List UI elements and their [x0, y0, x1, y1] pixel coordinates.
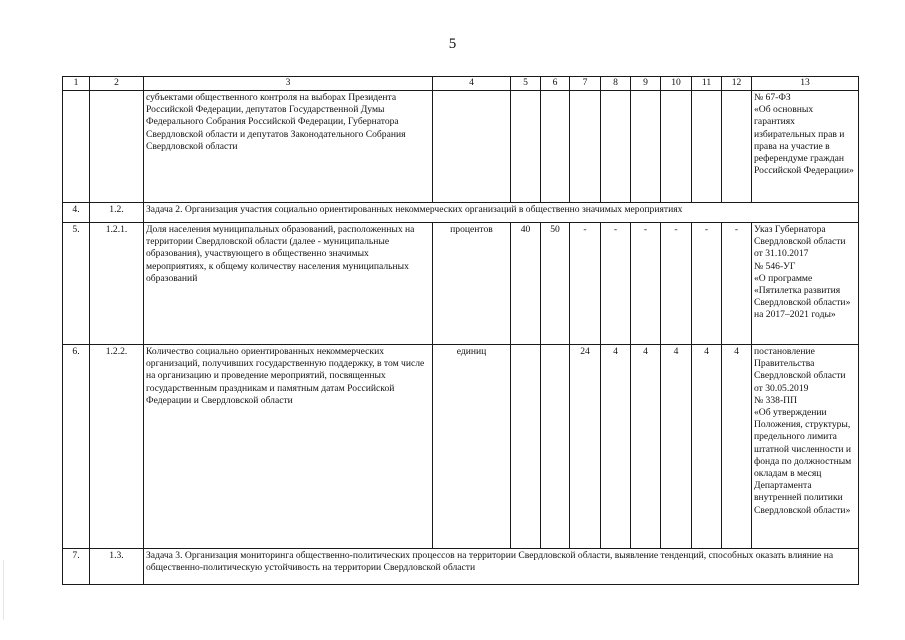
column-number: 13: [752, 77, 859, 91]
value-cell: -: [570, 223, 601, 345]
row-number: 6.: [63, 345, 90, 549]
legal-basis: постановление Правительства Свердловской области от 30.05.2019 № 338-ПП «Об утверждении Положения, структуры, предельного лимита штатной численности и фонда по должностным окладам в месяц Департамента внутренней политики Свердловской области»: [752, 345, 859, 549]
value-cell: -: [692, 223, 722, 345]
row-number: 4.: [63, 203, 90, 223]
value-cell: [541, 91, 570, 203]
legal-basis: № 67-ФЗ «Об основных гарантиях избирательных прав и права на участие в референдуме граждан Российской Федерации»: [752, 91, 859, 203]
table-row: [63, 91, 859, 203]
row-code: 1.2.: [90, 203, 144, 223]
value-cell: [631, 91, 661, 203]
column-number: 12: [722, 77, 752, 91]
column-number: 1: [63, 77, 90, 91]
value-cell: [541, 345, 570, 549]
task-row: [63, 549, 859, 585]
value-cell: [692, 91, 722, 203]
column-number: 11: [692, 77, 722, 91]
value-cell: -: [631, 223, 661, 345]
value-cell: -: [722, 223, 752, 345]
value-cell: -: [661, 223, 692, 345]
value-cell: [511, 345, 541, 549]
value-cell: 4: [692, 345, 722, 549]
column-number: 9: [631, 77, 661, 91]
column-number: 10: [661, 77, 692, 91]
indicator-name: Доля населения муниципальных образований, расположенных на территории Свердловской области (далее - муниципальные образования), участвующего в общественно значимых мероприятиях, к общему количеству населения муниципальных образований: [144, 223, 433, 345]
row-code: [90, 91, 144, 203]
value-cell: 4: [631, 345, 661, 549]
column-number: 4: [433, 77, 511, 91]
page-number: 5: [448, 36, 457, 52]
value-cell: [601, 91, 631, 203]
value-cell: -: [601, 223, 631, 345]
value-cell: 40: [511, 223, 541, 345]
indicators-table: [62, 76, 859, 585]
task-row: [63, 203, 859, 223]
row-number: [63, 91, 90, 203]
indicator-unit: единиц: [433, 345, 511, 549]
value-cell: 24: [570, 345, 601, 549]
value-cell: 4: [601, 345, 631, 549]
table-row: [63, 223, 859, 345]
column-number: 7: [570, 77, 601, 91]
indicator-name: Количество социально ориентированных некоммерческих организаций, получивших государственную поддержку, в том числе на организацию и проведение мероприятий, посвященных государственным праздникам и памятным датам Российской Федерации и Свердловской области: [144, 345, 433, 549]
table-row: [63, 345, 859, 549]
task-title: Задача 2. Организация участия социально ориентированных некоммерческих организаций в общественно значимых мероприятиях: [144, 203, 859, 223]
value-cell: 50: [541, 223, 570, 345]
value-cell: 4: [722, 345, 752, 549]
column-number: 8: [601, 77, 631, 91]
value-cell: 4: [661, 345, 692, 549]
task-title: Задача 3. Организация мониторинга общественно-политических процессов на территории Свердловской области, выявление тенденций, способных оказать влияние на общественно-политическую устойчивость на территории Свердловской области: [144, 549, 859, 585]
column-number: 3: [144, 77, 433, 91]
row-number: 5.: [63, 223, 90, 345]
legal-basis: Указ Губернатора Свердловской области от 31.10.2017 № 546-УГ «О программе «Пятилетка развития Свердловской области» на 2017–2021 годы»: [752, 223, 859, 345]
column-number: 5: [511, 77, 541, 91]
value-cell: [661, 91, 692, 203]
row-code: 1.3.: [90, 549, 144, 585]
column-number-row: [63, 77, 859, 91]
value-cell: [511, 91, 541, 203]
row-code: 1.2.1.: [90, 223, 144, 345]
indicator-name: субъектами общественного контроля на выборах Президента Российской Федерации, депутатов Государственной Думы Федерального Собрания Российской Федерации, Губернатора Свердловской области и депутатов Законодательного Собрания Свердловской области: [144, 91, 433, 203]
indicator-unit: [433, 91, 511, 203]
row-code: 1.2.2.: [90, 345, 144, 549]
row-number: 7.: [63, 549, 90, 585]
value-cell: [570, 91, 601, 203]
indicator-unit: процентов: [433, 223, 511, 345]
value-cell: [722, 91, 752, 203]
column-number: 6: [541, 77, 570, 91]
scan-edge-mark: [3, 560, 4, 620]
column-number: 2: [90, 77, 144, 91]
